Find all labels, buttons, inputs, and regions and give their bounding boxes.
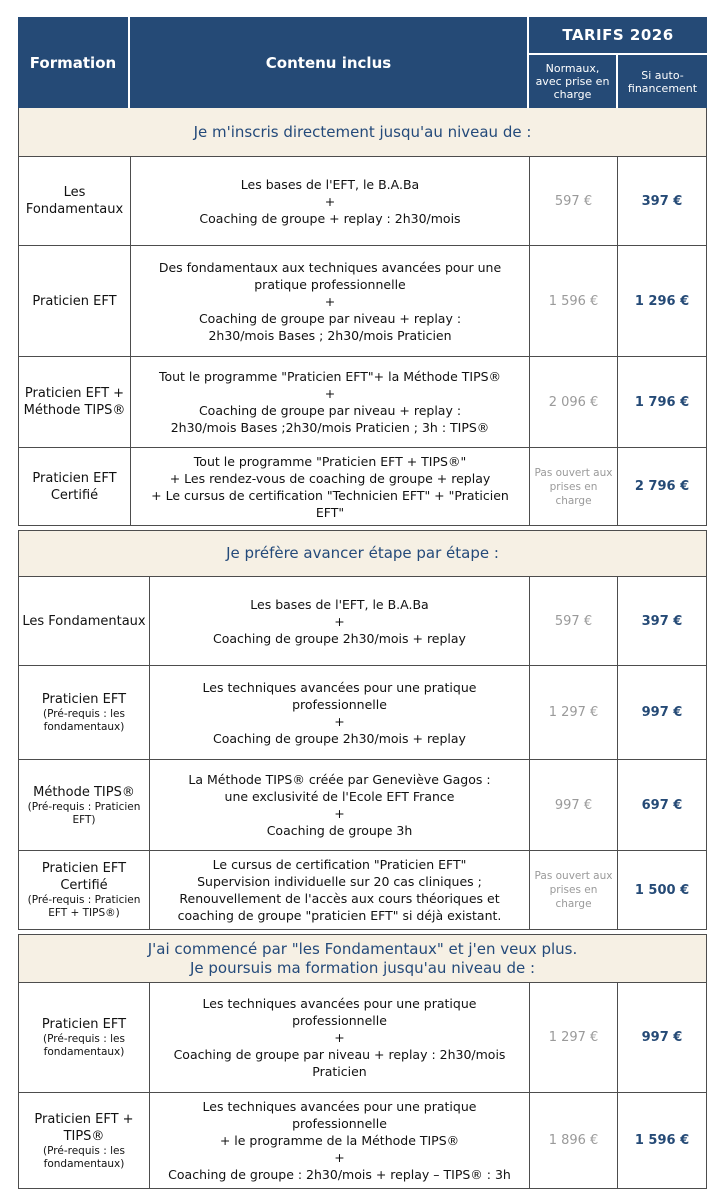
section-title-line: Je poursuis ma formation jusqu'au niveau de : (189, 958, 536, 977)
price-normal: Pas ouvert aux prises en charge (530, 851, 618, 929)
content-line: Coaching de groupe par niveau + replay : (198, 310, 462, 326)
formation-name: Praticien EFT Certifié (32, 470, 117, 503)
content-line: + Le cursus de certification "Technicien EFT" + "Praticien EFT" (151, 487, 509, 520)
content-line: + Les rendez-vous de coaching de groupe + replay (169, 470, 491, 486)
price-self-financed: 2 796 € (634, 479, 690, 494)
content-line: La Méthode TIPS® créée par Geneviève Gagos : (188, 772, 491, 787)
table-row (19, 448, 706, 525)
content-line: coaching de groupe "praticien EFT" si déjà existant. (177, 908, 502, 923)
content-cell (150, 1093, 530, 1188)
price-self-financed: 1 796 € (634, 394, 690, 410)
price-normal: 1 596 € (530, 246, 618, 356)
content-line: Les bases de l'EFT, le B.A.Ba (240, 176, 420, 192)
table-row (19, 983, 706, 1093)
content-line: Les bases de l'EFT, le B.A.Ba (250, 596, 429, 612)
sections-container (18, 108, 707, 1189)
content-cell (131, 246, 530, 356)
content-line: + (334, 1150, 345, 1165)
content-line: + (324, 293, 336, 309)
table-row (19, 577, 706, 666)
formation-name-cell (19, 983, 150, 1092)
price-normal: 997 € (530, 760, 618, 850)
price-normal: 2 096 € (530, 357, 618, 447)
content-line: + (334, 713, 345, 729)
formation-name-cell (19, 448, 131, 525)
section-title (19, 935, 706, 983)
price-self-financed: 1 596 € (634, 1133, 690, 1148)
content-line: 2h30/mois Bases ; 2h30/mois Praticien (208, 327, 452, 343)
formation-name: Praticien EFT + TIPS® (34, 1111, 134, 1144)
content-line: Coaching de groupe 2h30/mois + replay (213, 730, 466, 746)
price-normal: 597 € (530, 577, 618, 665)
formation-prerequisite: (Pré-requis : les fondamentaux) (43, 1144, 125, 1170)
section-title-line: Je préfère avancer étape par étape : (226, 544, 499, 562)
content-cell (150, 983, 530, 1092)
pricing-table (18, 17, 707, 1189)
price-self-financed: 997 € (641, 705, 683, 720)
formation-name: Praticien EFT (41, 692, 127, 707)
formation-prerequisite: (Pré-requis : Praticien EFT) (27, 800, 141, 826)
formation-name-cell (19, 666, 150, 759)
table-header (18, 17, 707, 108)
content-line: + le programme de la Méthode TIPS® (219, 1133, 460, 1148)
table-row (19, 1093, 706, 1188)
price-self-financed: 397 € (641, 193, 683, 209)
content-line: 2h30/mois Bases ;2h30/mois Praticien ; 3h : TIPS® (170, 420, 490, 435)
formation-name: Praticien EFT Certifié (41, 861, 127, 893)
content-line: Coaching de groupe 3h (266, 823, 413, 838)
table-row (19, 760, 706, 851)
content-cell (131, 357, 530, 447)
formation-name: Les Fondamentaux (25, 185, 124, 217)
content-line: Les techniques avancées pour une pratique professionnelle (202, 1099, 477, 1131)
content-line: Coaching de groupe par niveau + replay : (198, 403, 462, 418)
content-line: + (334, 806, 345, 821)
formation-name: Praticien EFT (32, 293, 117, 309)
content-line: Coaching de groupe par niveau + replay : 2h30/mois Praticien (173, 1047, 506, 1079)
price-self-financed: 1 500 € (634, 882, 690, 898)
formation-name-cell (19, 157, 131, 245)
table-row (19, 357, 706, 448)
content-line: Coaching de groupe + replay : 2h30/mois (199, 210, 461, 226)
section-title (19, 531, 706, 577)
content-cell (150, 760, 530, 850)
content-line: Renouvellement de l'accès aux cours théoriques et (179, 891, 500, 906)
table-row (19, 246, 706, 357)
formation-name: Praticien EFT + Méthode TIPS® (23, 386, 126, 418)
section-2 (18, 530, 707, 930)
formation-name-cell (19, 1093, 150, 1188)
content-line: Tout le programme "Praticien EFT"+ la Méthode TIPS® (158, 369, 502, 384)
price-normal: 1 297 € (530, 666, 618, 759)
content-line: + (324, 193, 336, 209)
price-normal: Pas ouvert aux prises en charge (530, 448, 618, 525)
formation-name: Les Fondamentaux (22, 613, 146, 629)
header-auto-financement: Si auto-financement (627, 68, 698, 95)
section-3 (18, 934, 707, 1189)
table-row (19, 157, 706, 246)
content-line: une exclusivité de l'Ecole EFT France (224, 789, 455, 804)
content-cell (150, 666, 530, 759)
content-line: Coaching de groupe : 2h30/mois + replay – TIPS® : 3h (168, 1167, 511, 1182)
formation-name-cell (19, 577, 150, 665)
content-cell (150, 577, 530, 665)
formation-prerequisite: (Pré-requis : Praticien EFT + TIPS®) (27, 894, 141, 919)
formation-name-cell (19, 357, 131, 447)
content-cell (150, 851, 530, 929)
formation-prerequisite: (Pré-requis : les fondamentaux) (43, 1033, 125, 1058)
header-tarifs: TARIFS 2026 (529, 17, 707, 55)
price-self-financed: 397 € (641, 613, 683, 629)
price-normal: 1 297 € (530, 983, 618, 1092)
price-self-financed: 997 € (641, 1030, 683, 1045)
formation-prerequisite: (Pré-requis : les fondamentaux) (43, 708, 125, 733)
formation-name: Praticien EFT (41, 1017, 127, 1032)
content-line: Coaching de groupe 2h30/mois + replay (213, 630, 466, 646)
content-line: + (324, 386, 336, 401)
content-line: Le cursus de certification "Praticien EFT" (212, 857, 467, 872)
price-normal: 597 € (530, 157, 618, 245)
price-normal: 1 896 € (530, 1093, 618, 1188)
price-self-financed: 1 296 € (634, 293, 690, 309)
section-1 (18, 108, 707, 526)
formation-name-cell (19, 760, 150, 850)
content-cell (131, 157, 530, 245)
formation-name: Méthode TIPS® (33, 784, 135, 800)
header-normaux: Normaux, avec prise en charge (529, 55, 618, 108)
content-line: Des fondamentaux aux techniques avancées pour une pratique professionnelle (158, 259, 502, 292)
formation-name-cell (19, 851, 150, 929)
table-row (19, 851, 706, 929)
content-line: Supervision individuelle sur 20 cas cliniques ; (197, 874, 482, 889)
section-title (19, 108, 706, 157)
section-title-line: J'ai commencé par "les Fondamentaux" et j'en veux plus. (147, 939, 578, 958)
section-title-line: Je m'inscris directement jusqu'au niveau de : (193, 122, 532, 141)
header-contenu: Contenu inclus (130, 17, 529, 108)
table-row (19, 666, 706, 760)
content-line: + (334, 613, 345, 629)
content-line: Les techniques avancées pour une pratique professionnelle (202, 996, 477, 1028)
formation-name-cell (19, 246, 131, 356)
content-line: Les techniques avancées pour une pratique professionnelle (202, 679, 477, 712)
content-line: + (334, 1030, 345, 1045)
header-formation: Formation (18, 17, 130, 108)
price-self-financed: 697 € (641, 797, 683, 813)
content-cell (131, 448, 530, 525)
content-line: Tout le programme "Praticien EFT + TIPS®" (193, 453, 467, 469)
